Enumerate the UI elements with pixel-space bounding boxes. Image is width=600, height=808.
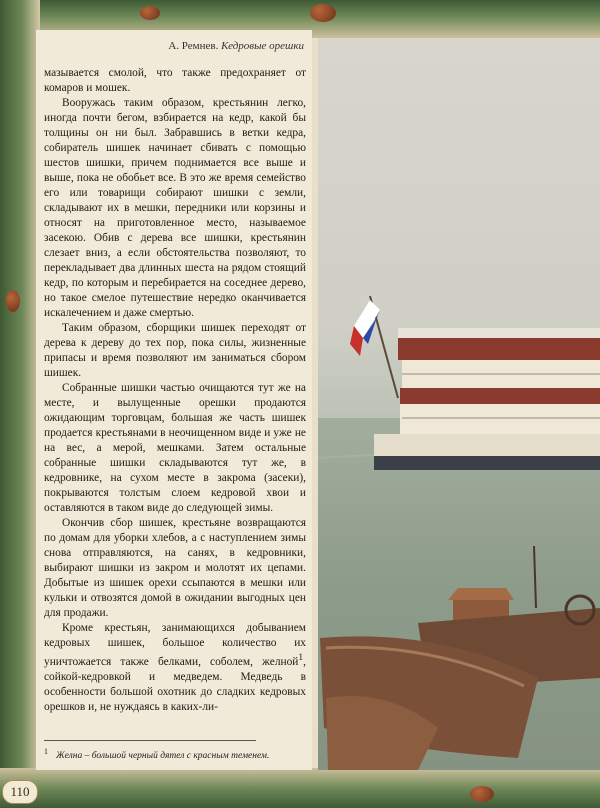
russian-flag — [350, 300, 380, 356]
paragraph — [44, 621, 306, 715]
steamboat — [374, 328, 600, 470]
pine-cone-decoration — [140, 6, 160, 20]
author-name: А. Ремнев. — [168, 40, 219, 52]
footnote-marker: 1 — [44, 747, 48, 756]
footnote-text: Желна – большой черный дятел с красным теменем. — [55, 751, 270, 762]
footnote-divider — [44, 740, 256, 741]
paragraph: Таким образом, сборщики шишек переходят от дерева к дереву до тех пор, пока силы, жизненные припасы и время позволяют им заниматься сбором шишек. — [44, 322, 306, 379]
pine-cone-decoration — [470, 786, 494, 802]
paragraph: Собранные шишки частью очищаются тут же на месте, и вылущенные орешки продаются ожидающим торговцам, большая же часть шишек продается крестьянами в неочищенном виде и уже не на вес, а мерой, мешками. Затем остальные собранные шишки складываются тут же, в кедровнике, на сухом месте в закрома (засеки), покрываются толстым слоем кедровой хвои и оставляются в таком виде до следующей зимы. — [44, 382, 306, 514]
footnote — [44, 747, 306, 761]
paragraph: Вооружась таким образом, крестьянин легко, иногда почти бегом, взбирается на кедр, какой бы толщины он ни был. Забравшись в ветки кедра, собиратель шишек начинает сбивать с помощью шестов шишки, причем поднимается все выше и выше, пока не обобьет все. В это же время семейство его или товарищи собирают шишки с земли, складывают их в мешки, передники или корзины и относят на приготовленное место, называемое засекою. Обив с дерева все шишки, крестьянин слезает вниз, а если обстоятельства позволяют, то перекладывает два длинных шеста на рядом стоящий кедр, по которым и перебирается на соседнее дерево, но такое смелое путешествие нередко оканчивается искалечением и даже смертью. — [44, 97, 306, 319]
pine-border-bottom — [0, 768, 600, 808]
book-title: Кедровые орешки — [221, 40, 304, 52]
paragraph-text: Кроме крестьян, занимающихся добыванием кедровых шишек, большое количество их уничтожается также белками, соболем, желной — [44, 622, 306, 668]
pine-border-left — [0, 0, 40, 808]
steamboat-illustration — [318, 38, 600, 770]
paragraph: Окончив сбор шишек, крестьяне возвращаются по домам для уборки хлебов, а с наступлением зимы снова отправляются, на санях, в кедровники, выбирают шишки из закром и молотят их цепами. Добытые из шишек орехи ссыпаются в мешки или кульки и отвозятся домой в ожидании выгодных цен для продажи. — [44, 517, 306, 619]
paragraph: мазывается смолой, что также предохраняет от комаров и мошек. — [44, 67, 306, 94]
text-column — [36, 30, 312, 770]
pine-cone-decoration — [6, 290, 20, 312]
pine-cone-decoration — [310, 4, 336, 22]
footnote-reference[interactable]: 1 — [298, 653, 304, 663]
page-number: 110 — [2, 780, 38, 804]
running-head — [168, 40, 304, 52]
paragraph-text: , сойкой-кедровкой и медведем. Медведь в особенности большой охотник до сладких кедровых орешков и, не нуждаясь в каких-ли- — [44, 655, 306, 713]
steamboat-painting — [318, 38, 600, 770]
article-body — [44, 66, 306, 715]
